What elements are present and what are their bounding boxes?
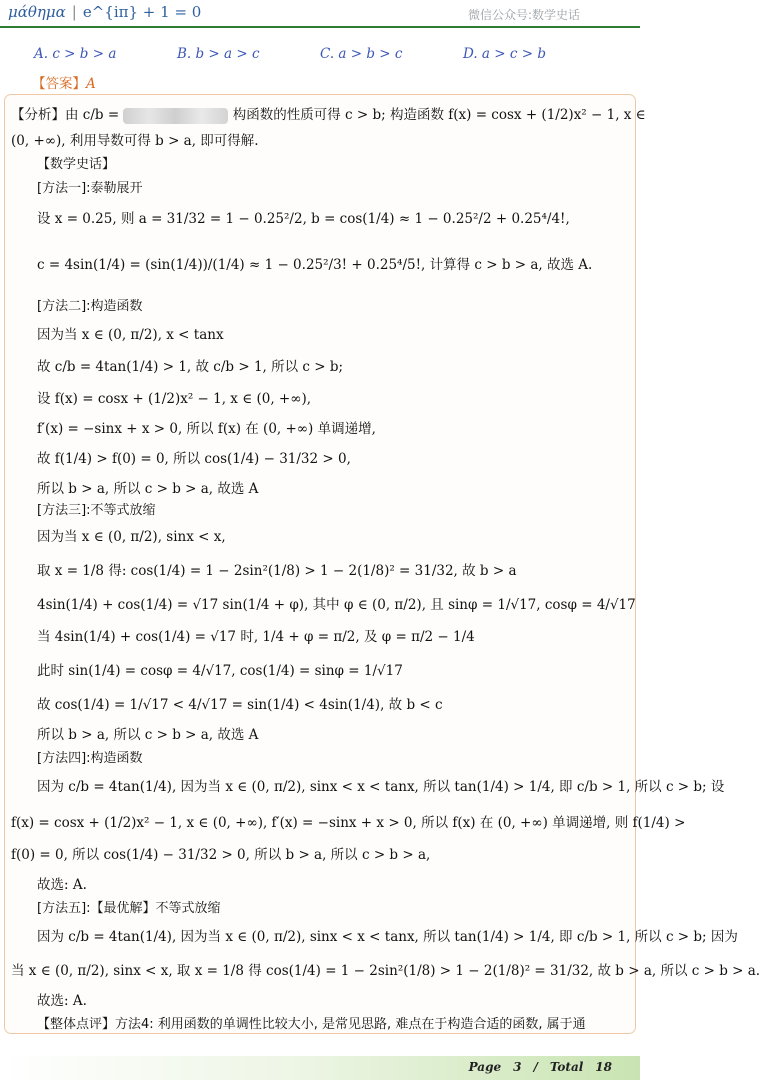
section-heading-history: 【数学史话】 xyxy=(37,157,116,172)
analysis-line xyxy=(11,103,646,124)
answer-value: A xyxy=(86,76,96,92)
method-3-line-2: 取 x = 1/8 得: cos(1/4) = 1 − 2sin²(1/8) > 1 − 2(1/8)² = 31/32, 故 b > a xyxy=(37,563,517,579)
page-header xyxy=(0,0,640,28)
method-2-heading: [方法二]:构造函数 xyxy=(37,299,143,314)
solution-box xyxy=(4,94,760,1034)
brand-separator: | xyxy=(71,3,77,21)
overall-comment: 【整体点评】方法4: 利用函数的单调性比较大小, 是常见思路, 难点在于构造合适的函数, 属于通 xyxy=(37,1017,586,1032)
answer-label: 【答案】 xyxy=(32,76,86,92)
method-5-line-1: 因为 c/b = 4tan(1/4), 因为当 x ∈ (0, π/2), sinx < x < tanx, 所以 tan(1/4) > 1/4, 即 c/b > 1, 所以 c > b; 因为 xyxy=(37,929,738,945)
answer-choices xyxy=(34,46,614,62)
method-3-line-3: 4sin(1/4) + cos(1/4) = √17 sin(1/4 + φ), 其中 φ ∈ (0, π/2), 且 sinφ = 1/√17, cosφ = 4/√17 xyxy=(37,597,636,613)
method-3-line-1: 因为当 x ∈ (0, π/2), sinx < x, xyxy=(37,529,226,545)
method-2-line-3: 设 f(x) = cosx + (1/2)x² − 1, x ∈ (0, +∞), xyxy=(37,391,312,407)
analysis-start: 【分析】由 c/b = xyxy=(11,107,120,123)
brand xyxy=(8,3,201,21)
choice-a: A. c > b > a xyxy=(34,46,117,62)
method-2-line-1: 因为当 x ∈ (0, π/2), x < tanx xyxy=(37,327,224,343)
choice-b: B. b > a > c xyxy=(177,46,260,62)
method-5-heading: [方法五]:【最优解】不等式放缩 xyxy=(37,901,221,916)
method-3-line-4: 当 4sin(1/4) + cos(1/4) = √17 时, 1/4 + φ = π/2, 及 φ = π/2 − 1/4 xyxy=(37,629,475,645)
page-number: 3 xyxy=(513,1060,522,1074)
method-1-line-1: 设 x = 0.25, 则 a = 31/32 = 1 − 0.25²/2, b = cos(1/4) ≈ 1 − 0.25²/2 + 0.25⁴/4!, xyxy=(37,211,570,227)
analysis-line-2: (0, +∞), 利用导数可得 b > a, 即可得解. xyxy=(11,133,259,149)
brand-text: μάθημα xyxy=(8,3,66,21)
method-4-line-2: f(x) = cosx + (1/2)x² − 1, x ∈ (0, +∞), f′(x) = −sinx + x > 0, 所以 f(x) 在 (0, +∞) 单调递增, 则 f(1/4) > xyxy=(11,815,686,831)
method-5-choice: 故选: A. xyxy=(37,993,87,1009)
method-4-line-3: f(0) = 0, 所以 cos(1/4) − 31/32 > 0, 所以 b > a, 所以 c > b > a, xyxy=(11,847,431,863)
answer-line xyxy=(32,72,96,92)
page-indicator xyxy=(463,1060,618,1074)
choice-c: C. a > b > c xyxy=(320,46,403,62)
method-4-line-1: 因为 c/b = 4tan(1/4), 因为当 x ∈ (0, π/2), sinx < x < tanx, 所以 tan(1/4) > 1/4, 即 c/b > 1, 所以 c > b; 设 xyxy=(37,779,725,795)
total-pages: 18 xyxy=(595,1060,612,1074)
method-2-line-2: 故 c/b = 4tan(1/4) > 1, 故 c/b > 1, 所以 c > b; xyxy=(37,359,344,375)
blurred-region xyxy=(123,108,228,124)
method-4-heading: [方法四]:构造函数 xyxy=(37,751,143,766)
analysis-continued: 构函数的性质可得 c > b; 构造函数 f(x) = cosx + (1/2)x² − 1, x ∈ xyxy=(232,107,646,123)
method-2-line-6: 所以 b > a, 所以 c > b > a, 故选 A xyxy=(37,481,259,497)
method-3-heading: [方法三]:不等式放缩 xyxy=(37,503,156,518)
brand-formula: e^{iπ} + 1 = 0 xyxy=(82,3,202,21)
method-4-choice: 故选: A. xyxy=(37,877,87,893)
method-2-line-4: f′(x) = −sinx + x > 0, 所以 f(x) 在 (0, +∞) 单调递增, xyxy=(37,421,376,437)
method-3-line-7: 所以 b > a, 所以 c > b > a, 故选 A xyxy=(37,727,259,743)
page-label: Page xyxy=(468,1060,502,1074)
method-3-line-6: 故 cos(1/4) = 1/√17 < 4/√17 = sin(1/4) < 4sin(1/4), 故 b < c xyxy=(37,697,443,713)
channel-name: 微信公众号:数学史话 xyxy=(467,8,580,22)
page-slash: / xyxy=(533,1060,538,1074)
choice-d: D. a > c > b xyxy=(463,46,546,62)
method-1-line-2: c = 4sin(1/4) = (sin(1/4))/(1/4) ≈ 1 − 0.25²/3! + 0.25⁴/5!, 计算得 c > b > a, 故选 A. xyxy=(37,257,593,273)
method-2-line-5: 故 f(1/4) > f(0) = 0, 所以 cos(1/4) − 31/32 > 0, xyxy=(37,451,351,467)
method-1-heading: [方法一]:泰勒展开 xyxy=(37,181,143,196)
method-5-line-2: 当 x ∈ (0, π/2), sinx < x, 取 x = 1/8 得 cos(1/4) = 1 − 2sin²(1/8) > 1 − 2(1/8)² = 31/32, 故 b > a, 所以 c > b > a. xyxy=(11,963,760,979)
method-3-line-5: 此时 sin(1/4) = cosφ = 4/√17, cos(1/4) = sinφ = 1/√17 xyxy=(37,663,403,679)
total-label: Total xyxy=(549,1060,584,1074)
